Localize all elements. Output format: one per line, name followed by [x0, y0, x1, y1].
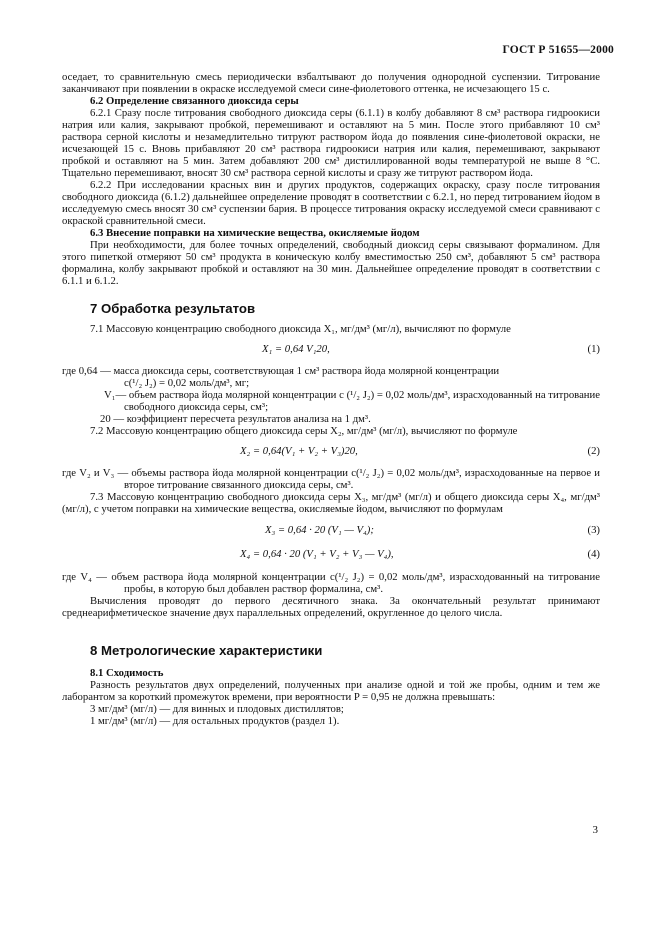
legend-formula-3-4: где V₄ — объем раствора йода молярной концентрации c(¹/₂ J₂) = 0,02 моль/дм³, израсходованный на титрование пробы, в которую был добавлен раствор формалина, см³.: [62, 571, 600, 595]
formula-1: [62, 343, 600, 357]
paragraph-continuation: оседает, то сравнительную смесь периодически взбалтывают до получения однородной суспензии. Титрование заканчивают при появлении в окраске исследуемой смеси сине-фиолетового оттенка, не исчезающего 15 с.: [62, 71, 600, 95]
formula-1-text: X₁ = 0,64 V₁20,: [262, 343, 330, 355]
paragraph-7-1: 7.1 Массовую концентрацию свободного диоксида X₁, мг/дм³ (мг/л), вычисляют по формуле: [90, 323, 511, 335]
paragraph-8-1: Разность результатов двух определений, полученных при анализе одной и той же пробы, одним и тем же лаборантом за короткий промежуток времени, при вероятности P = 0,95 не должна превышать:: [62, 679, 600, 703]
formula-3-number: (3): [587, 524, 600, 536]
legend-line: V₁— объем раствора йода молярной концентрации c (¹/₂ J₂) = 0,02 моль/дм³, израсходованный на титрование свободного диоксида серы, см³;: [104, 389, 600, 413]
paragraph-6-3: При необходимости, для более точных определений, свободный диоксид серы связывают формалином. Для этого пипеткой отмеряют 50 см³ продукта в коническую колбу вместимостью 250 см³, добавляют 5 см³ раствора формалина, колбу закрывают пробкой и оставляют на 30 мин. Дальнейшее определение проводят в соответствии с 6.1.1 и 6.1.2.: [62, 239, 600, 287]
section-heading-7: 7 Обработка результатов: [90, 301, 256, 316]
subsection-heading-6-3: 6.3 Внесение поправки на химические вещества, окисляемые йодом: [90, 227, 420, 239]
legend-formula-1: [62, 365, 600, 425]
paragraph-7-4: Вычисления проводят до первого десятичного знака. За окончательный результат принимают среднеарифметическое значение двух параллельных определений, округленное до целого числа.: [62, 595, 600, 619]
body-text: [62, 71, 600, 727]
paragraph-6-2-2: 6.2.2 При исследовании красных вин и других продуктов, содержащих окраску, сразу после титрования свободного диоксида (6.1.2) дальнейшее определение проводят в соответствии с 6.2.1, но перед титрованием йодом в исследуемую смесь вносят 30 см³ суспензии бария. В процессе титрования окраску исследуемой смеси сравнивают с окраской сравнительной смеси.: [62, 179, 600, 227]
formula-2: [62, 445, 600, 459]
subsection-heading-6-2: 6.2 Определение связанного диоксида серы: [90, 95, 299, 107]
list-item: 3 мг/дм³ (мг/л) — для винных и плодовых дистиллятов;: [90, 703, 344, 715]
formula-4: [62, 548, 600, 562]
legend-line: 20 — коэффициент пересчета результатов анализа на 1 дм³.: [100, 413, 371, 425]
paragraph-7-2: 7.2 Массовую концентрацию общего диоксида серы X₂, мг/дм³ (мг/л), вычисляют по формуле: [90, 425, 518, 437]
section-heading-8: 8 Метрологические характеристики: [90, 643, 323, 658]
list-item: 1 мг/дм³ (мг/л) — для остальных продуктов (раздел 1).: [90, 715, 340, 727]
paragraph-7-3: 7.3 Массовую концентрацию свободного диоксида серы X₃, мг/дм³ (мг/л) и общего диоксида серы X₄, мг/дм³ (мг/л), с учетом поправки на химические вещества, окисляемые йодом, вычисляют по формулам: [62, 491, 600, 515]
formula-2-text: X₂ = 0,64(V₁ + V₂ + V₃)20,: [240, 445, 358, 457]
formula-3-text: X₃ = 0,64 · 20 (V₁ — V₄);: [265, 524, 374, 536]
standard-header: ГОСТ Р 51655—2000: [502, 44, 614, 56]
legend-line: c(¹/₂ J₂) = 0,02 моль/дм³, мг;: [124, 377, 250, 389]
formula-1-number: (1): [587, 343, 600, 355]
formula-4-number: (4): [587, 548, 600, 560]
subsection-heading-8-1: 8.1 Сходимость: [90, 667, 164, 679]
paragraph-6-2-1: 6.2.1 Сразу после титрования свободного диоксида серы (6.1.1) в колбу добавляют 8 см³ раствора гидроокиси натрия или калия, закрывают пробкой, перемешивают и оставляют на 5 мин. После этого прибавляют 10 см³ раствора серной кислоты и незамедлительно титруют раствором йода до появления сине-фиолетовой окраски, не исчезающей 15 с. Вновь прибавляют 20 см³ раствора гидроокиси натрия или калия, перемешивают, закрывают пробкой и оставляют на 5 мин. Затем добавляют 200 см³ дистиллированной воды температурой не выше 8 °С. Тщательно перемешивают, вносят 30 см³ раствора серной кислоты и сразу же титруют раствором йода.: [62, 107, 600, 179]
page-number: 3: [592, 824, 598, 836]
formula-4-text: X₄ = 0,64 · 20 (V₁ + V₂ + V₃ — V₄),: [240, 548, 394, 560]
formula-3: [62, 524, 600, 538]
formula-2-number: (2): [587, 445, 600, 457]
legend-formula-2: где V₂ и V₃ — объемы раствора йода молярной концентрации c(¹/₂ J₂) = 0,02 моль/дм³, израсходованные на первое и второе титрование связанного диоксида серы, см³.: [62, 467, 600, 491]
legend-line: где 0,64 — масса диоксида серы, соответствующая 1 см³ раствора йода молярной концентрации: [62, 365, 500, 377]
